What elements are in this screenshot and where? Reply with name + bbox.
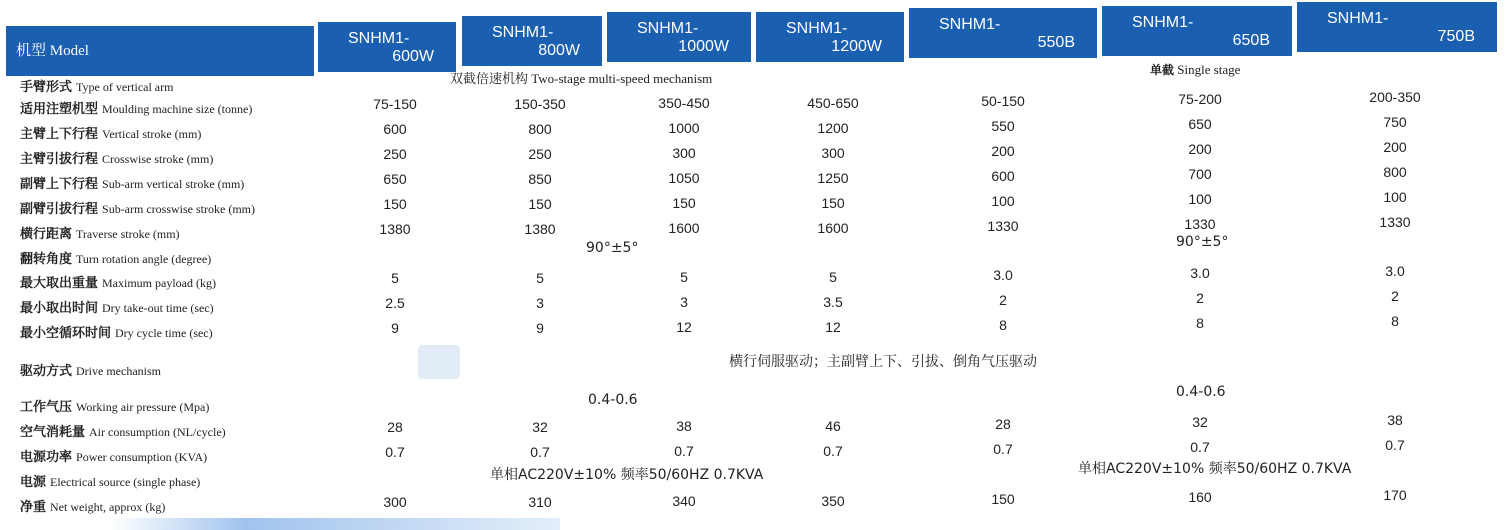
row-label-zh: 手臂形式 <box>20 80 73 95</box>
spec-value: 3.0 <box>993 267 1013 283</box>
model-prefix: SNHM1- <box>492 24 554 41</box>
spec-value: 200 <box>991 143 1015 159</box>
row-label-zh: 最大取出重量 <box>20 276 99 291</box>
spec-value: 250 <box>383 146 407 162</box>
row-label <box>20 471 200 490</box>
spec-value: 2 <box>999 292 1007 308</box>
row-label-en: Moulding machine size (tonne) <box>102 102 253 116</box>
spec-value: 32 <box>532 419 548 435</box>
model-suffix: 1200W <box>831 38 882 55</box>
rotation-angle-w-series: 90°±5° <box>586 240 639 256</box>
spec-value: 170 <box>1383 487 1407 503</box>
spec-value: 150 <box>672 195 696 211</box>
row-label-en: Electrical source (single phase) <box>50 475 201 489</box>
row-label <box>20 76 173 95</box>
arm-type-single <box>1150 61 1240 78</box>
row-label-en: Power consumption (KVA) <box>76 450 208 464</box>
spec-value: 160 <box>1188 489 1212 505</box>
row-label <box>20 496 165 515</box>
spec-value: 1330 <box>1379 214 1411 230</box>
spec-value: 0.7 <box>823 443 843 459</box>
model-suffix: 600W <box>392 48 434 65</box>
air-pressure-b-series: 0.4-0.6 <box>1176 384 1226 400</box>
spec-value: 300 <box>383 494 407 510</box>
row-label-zh: 副臂上下行程 <box>20 177 99 192</box>
spec-value: 310 <box>528 494 552 510</box>
row-label-zh: 驱动方式 <box>20 364 73 379</box>
scan-smudge <box>418 345 460 379</box>
spec-value: 750 <box>1383 114 1407 130</box>
row-label <box>20 98 252 117</box>
model-suffix: 650B <box>1232 32 1270 49</box>
spec-value: 3.0 <box>1385 263 1405 279</box>
spec-value: 350 <box>821 493 845 509</box>
row-label-zh: 净重 <box>20 500 47 515</box>
row-label <box>20 198 255 217</box>
row-label <box>20 360 161 379</box>
spec-value: 150 <box>383 196 407 212</box>
model-suffix: 550B <box>1037 34 1075 51</box>
spec-value: 1200 <box>817 120 849 136</box>
spec-value: 9 <box>536 320 544 336</box>
spec-value: 38 <box>676 418 692 434</box>
spec-value: 46 <box>825 418 841 434</box>
spec-value: 0.7 <box>1385 437 1405 453</box>
spec-value: 28 <box>995 416 1011 432</box>
drive-mechanism-text: 横行伺服驱动；主副臂上下、引拔、倒角气压驱动 <box>729 354 1037 370</box>
model-header-650b <box>1102 6 1292 56</box>
spec-value: 1380 <box>524 221 556 237</box>
row-label-zh: 最小空循环时间 <box>20 326 112 341</box>
spec-value: 850 <box>528 171 552 187</box>
spec-value: 250 <box>528 146 552 162</box>
row-label <box>20 248 211 267</box>
spec-value: 9 <box>391 320 399 336</box>
row-label-zh: 适用注塑机型 <box>20 102 99 117</box>
row-label-zh: 空气消耗量 <box>20 425 86 440</box>
spec-value: 350-450 <box>658 95 710 111</box>
row-label-zh: 电源功率 <box>20 450 73 465</box>
spec-value: 150-350 <box>514 96 566 112</box>
spec-value: 5 <box>536 270 544 286</box>
spec-value: 1330 <box>1184 216 1216 232</box>
row-label <box>20 223 180 242</box>
row-label-en: Drive mechanism <box>76 364 161 378</box>
row-label-en: Sub-arm crosswise stroke (mm) <box>102 202 255 216</box>
arm-type-double: 双截倍速机构 Two-stage multi-speed mechanism <box>450 71 713 86</box>
spec-value: 50-150 <box>981 93 1025 109</box>
spec-value: 1050 <box>668 170 700 186</box>
spec-value: 150 <box>528 196 552 212</box>
spec-value: 0.7 <box>993 441 1013 457</box>
spec-value: 2.5 <box>385 295 405 311</box>
spec-value: 0.7 <box>674 443 694 459</box>
spec-value: 0.7 <box>1190 439 1210 455</box>
spec-value: 150 <box>991 491 1015 507</box>
spec-value: 200 <box>1188 141 1212 157</box>
spec-value: 3 <box>536 295 544 311</box>
row-label-en: Vertical stroke (mm) <box>102 127 202 141</box>
spec-value: 5 <box>829 269 837 285</box>
spec-value: 1330 <box>987 218 1019 234</box>
spec-value: 12 <box>825 319 841 335</box>
row-label-en: Type of vertical arm <box>76 80 174 94</box>
row-label-en: Dry cycle time (sec) <box>115 326 213 340</box>
row-label-zh: 横行距离 <box>20 227 73 242</box>
spec-value: 100 <box>1188 191 1212 207</box>
spec-value: 5 <box>391 270 399 286</box>
spec-value: 38 <box>1387 412 1403 428</box>
spec-value: 28 <box>387 419 403 435</box>
model-prefix: SNHM1- <box>939 16 1001 33</box>
air-pressure-w-series: 0.4-0.6 <box>588 392 638 408</box>
row-label-en: Traverse stroke (mm) <box>76 227 180 241</box>
power-source-b-series: 单相AC220V±10% 频率50/60HZ 0.7KVA <box>1078 461 1352 477</box>
row-label-zh: 主臂引拔行程 <box>20 152 99 167</box>
spec-value: 5 <box>680 269 688 285</box>
spec-value: 8 <box>999 317 1007 333</box>
spec-value: 800 <box>1383 164 1407 180</box>
model-header-550b <box>909 8 1097 58</box>
spec-value: 3.0 <box>1190 265 1210 281</box>
row-label <box>20 173 244 192</box>
model-header-800w <box>462 16 602 66</box>
model-suffix: 800W <box>538 42 580 59</box>
row-label-zh: 工作气压 <box>20 400 73 415</box>
arm-type-single-zh: 单截 <box>1150 63 1175 77</box>
rotation-angle-b-series: 90°±5° <box>1176 234 1229 250</box>
row-label-zh: 副臂引拔行程 <box>20 202 99 217</box>
spec-value: 12 <box>676 319 692 335</box>
model-prefix: SNHM1- <box>786 20 848 37</box>
spec-value: 650 <box>383 171 407 187</box>
model-header-1200w <box>756 12 904 62</box>
spec-value: 340 <box>672 493 696 509</box>
spec-value: 200-350 <box>1369 89 1421 105</box>
row-label <box>20 421 226 440</box>
row-label <box>20 396 209 415</box>
row-label-zh: 电源 <box>20 475 47 490</box>
spec-value: 300 <box>821 145 845 161</box>
spec-value: 32 <box>1192 414 1208 430</box>
spec-value: 8 <box>1391 313 1399 329</box>
spec-value: 1000 <box>668 120 700 136</box>
row-label <box>20 446 207 465</box>
row-label-en: Working air pressure (Mpa) <box>76 400 210 414</box>
row-label <box>20 297 214 316</box>
model-prefix: SNHM1- <box>637 20 699 37</box>
spec-value: 75-200 <box>1178 91 1222 107</box>
spec-value: 550 <box>991 118 1015 134</box>
spec-value: 800 <box>528 121 552 137</box>
spec-value: 600 <box>383 121 407 137</box>
model-prefix: SNHM1- <box>348 30 410 47</box>
row-label <box>20 148 213 167</box>
spec-value: 1600 <box>668 220 700 236</box>
spec-value: 300 <box>672 145 696 161</box>
spec-value: 1380 <box>379 221 411 237</box>
model-header-1000w <box>607 12 751 62</box>
row-label <box>20 123 201 142</box>
power-source-w-series: 单相AC220V±10% 频率50/60HZ 0.7KVA <box>490 467 764 483</box>
spec-value: 100 <box>1383 189 1407 205</box>
spec-value: 1600 <box>817 220 849 236</box>
spec-value: 0.7 <box>530 444 550 460</box>
row-label <box>20 272 216 291</box>
row-label-en: Dry take-out time (sec) <box>102 301 214 315</box>
spec-value: 8 <box>1196 315 1204 331</box>
model-header-600w <box>318 22 456 72</box>
model-prefix: SNHM1- <box>1132 14 1194 31</box>
row-label-en: Net weight, approx (kg) <box>50 500 166 514</box>
spec-value: 700 <box>1188 166 1212 182</box>
model-suffix: 1000W <box>678 38 729 55</box>
model-header-750b <box>1297 2 1497 52</box>
row-label-en: Turn rotation angle (degree) <box>76 252 212 266</box>
spec-value: 2 <box>1196 290 1204 306</box>
spec-value: 0.7 <box>385 444 405 460</box>
row-label-en: Maximum payload (kg) <box>102 276 216 290</box>
spec-value: 600 <box>991 168 1015 184</box>
spec-value: 200 <box>1383 139 1407 155</box>
model-header-label: 机型 Model <box>6 26 314 76</box>
spec-value: 3 <box>680 294 688 310</box>
row-label-en: Sub-arm vertical stroke (mm) <box>102 177 245 191</box>
row-label-zh: 主臂上下行程 <box>20 127 99 142</box>
row-label-zh: 翻转角度 <box>20 252 73 267</box>
model-prefix: SNHM1- <box>1327 10 1389 27</box>
arm-type-single-en: Single stage <box>1177 62 1241 77</box>
spec-value: 150 <box>821 195 845 211</box>
spec-value: 100 <box>991 193 1015 209</box>
spec-value: 75-150 <box>373 96 417 112</box>
spec-value: 1250 <box>817 170 849 186</box>
spec-value: 450-650 <box>807 95 859 111</box>
model-suffix: 750B <box>1437 28 1475 45</box>
spec-value: 2 <box>1391 288 1399 304</box>
row-label-en: Crosswise stroke (mm) <box>102 152 214 166</box>
decorative-bottom-bar <box>110 518 560 530</box>
row-label-zh: 最小取出时间 <box>20 301 99 316</box>
spec-value: 650 <box>1188 116 1212 132</box>
spec-value: 3.5 <box>823 294 843 310</box>
row-label <box>20 322 213 341</box>
row-label-en: Air consumption (NL/cycle) <box>89 425 226 439</box>
